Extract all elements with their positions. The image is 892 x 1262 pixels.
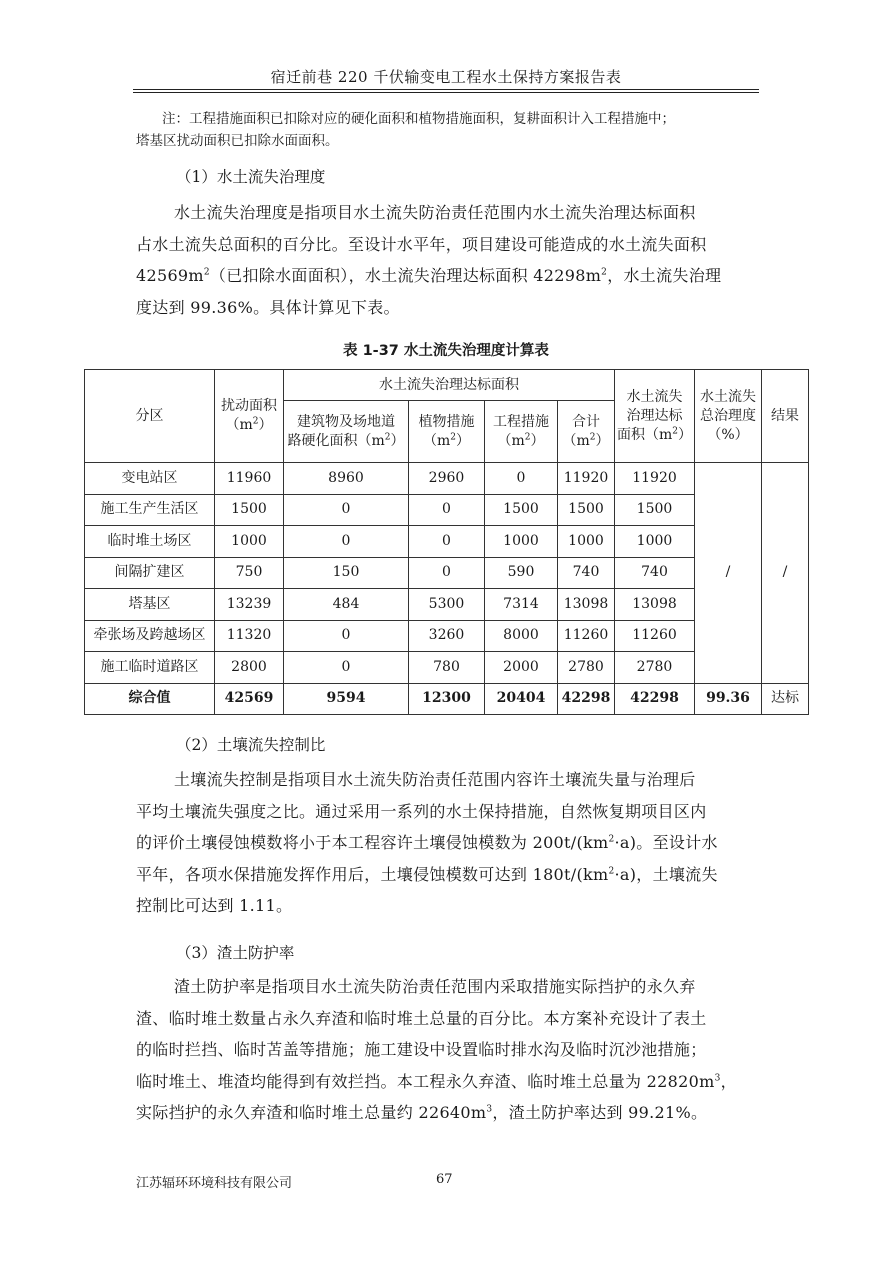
- paragraph-line: 渣、临时堆土数量占永久弃渣和临时堆土总量的百分比。本方案补充设计了表土: [136, 1008, 707, 1028]
- header-plant-measures: 植物措施 $(m^2)$: [409, 401, 485, 463]
- header-zone: 分区: [85, 370, 215, 463]
- merged-rate-cell: /: [695, 463, 762, 684]
- header-result: 结果: [762, 370, 809, 463]
- table-row: 施工临时道路区 2800 0 780 2000 2780 2780: [85, 652, 809, 684]
- page-number: 67: [436, 1172, 453, 1187]
- paragraph-line: 控制比可达到 1.11。: [136, 896, 293, 915]
- paragraph-line: $42569m^2$（已扣除水面面积），水土流失治理达标面积 $42298m^2$，水土流失治理: [136, 266, 722, 285]
- paragraph-line: 的评价土壤侵蚀模数将小于本工程容许土壤侵蚀模数为 $200t/(km^2\cdot a)$。至设计水: [136, 833, 718, 852]
- paragraph-line: 水土流失治理度是指项目水土流失防治责任范围内水土流失治理达标面积: [174, 203, 696, 222]
- table-note: [136, 108, 762, 152]
- header-disturb-area: 扰动面积 $(m^2)$: [215, 370, 284, 463]
- paragraph-line: 实际挡护的永久弃渣和临时堆土总量约 $22640m^3$，渣土防护率达到 99.21%。: [136, 1103, 708, 1122]
- header-treated-area-group: 水土流失治理达标面积: [284, 370, 615, 401]
- table-total-row: 综合值 42569 9594 12300 20404 42298 42298 99.36 达标: [85, 683, 809, 714]
- table-row: 临时堆土场区 1000 0 0 1000 1000 1000: [85, 526, 809, 558]
- section-2-title: （2）土壤流失控制比: [176, 736, 326, 754]
- footer-company: 江苏辐环环境科技有限公司: [136, 1176, 293, 1191]
- section-2-paragraph: [136, 764, 758, 922]
- header-building-area: 建筑物及场地道 路硬化面积$(m^2)$: [284, 401, 409, 463]
- paragraph-line: 临时堆土、堆渣均能得到有效拦挡。本工程永久弃渣、临时堆土总量为 $22820m^3$，: [136, 1071, 737, 1091]
- header-subtotal: 合计 $(m^2)$: [558, 401, 615, 463]
- table-row: 变电站区 11960 8960 2960 0 11920 11920 / /: [85, 463, 809, 495]
- section-3-title: （3）渣土防护率: [176, 944, 295, 962]
- section-1-title: （1）水土流失治理度: [176, 168, 326, 186]
- header-treatment-rate: 水土流失 总治理度 （%）: [695, 370, 762, 463]
- paragraph-line: 渣土防护率是指项目水土流失防治责任范围内采取措施实际挡护的永久弃: [174, 977, 696, 996]
- header-engineering-measures: 工程措施 $(m^2)$: [485, 401, 558, 463]
- paragraph-line: 平年，各项水保措施发挥作用后，土壤侵蚀模数可达到 $180t/(km^2\cdot a)$，土壤流失: [136, 864, 718, 884]
- header-rule-thin: [133, 92, 759, 93]
- paragraph-line: 度达到 99.36%。具体计算见下表。: [136, 297, 400, 317]
- note-line-2: 塔基区扰动面积已扣除水面面积。: [136, 133, 339, 149]
- table-row: 施工生产生活区 1500 0 0 1500 1500 1500: [85, 494, 809, 526]
- paragraph-line: 土壤流失控制是指项目水土流失防治责任范围内容许土壤流失量与治理后: [174, 770, 696, 789]
- table-caption: 表 1-37 水土流失治理度计算表: [343, 343, 549, 359]
- table-row: 牵张场及跨越场区 11320 0 3260 8000 11260 11260: [85, 620, 809, 652]
- erosion-control-table: [84, 369, 809, 715]
- table-row: 塔基区 13239 484 5300 7314 13098 13098: [85, 589, 809, 621]
- section-3-paragraph: [136, 971, 758, 1129]
- section-1-paragraph: [136, 197, 758, 323]
- header-rule-thick: [133, 89, 759, 90]
- table-row: 间隔扩建区 750 150 0 590 740 740: [85, 557, 809, 589]
- paragraph-line: 占水土流失总面积的百分比。至设计水平年，项目建设可能造成的水土流失面积: [136, 234, 707, 254]
- paragraph-line: 的临时拦挡、临时苫盖等措施；施工建设中设置临时排水沟及临时沉沙池措施；: [136, 1040, 707, 1059]
- header-loss-treated-area: 水土流失 治理达标 面积$(m^2)$: [615, 370, 695, 463]
- paragraph-line: 平均土壤流失强度之比。通过采用一系列的水土保持措施，自然恢复期项目区内: [136, 801, 707, 821]
- note-line-1: 注：工程措施面积已扣除对应的硬化面积和植物措施面积，复耕面积计入工程措施中；: [162, 111, 675, 127]
- page-header: 宿迁前巷 220 千伏输变电工程水土保持方案报告表: [270, 68, 622, 86]
- merged-result-cell: /: [762, 463, 809, 684]
